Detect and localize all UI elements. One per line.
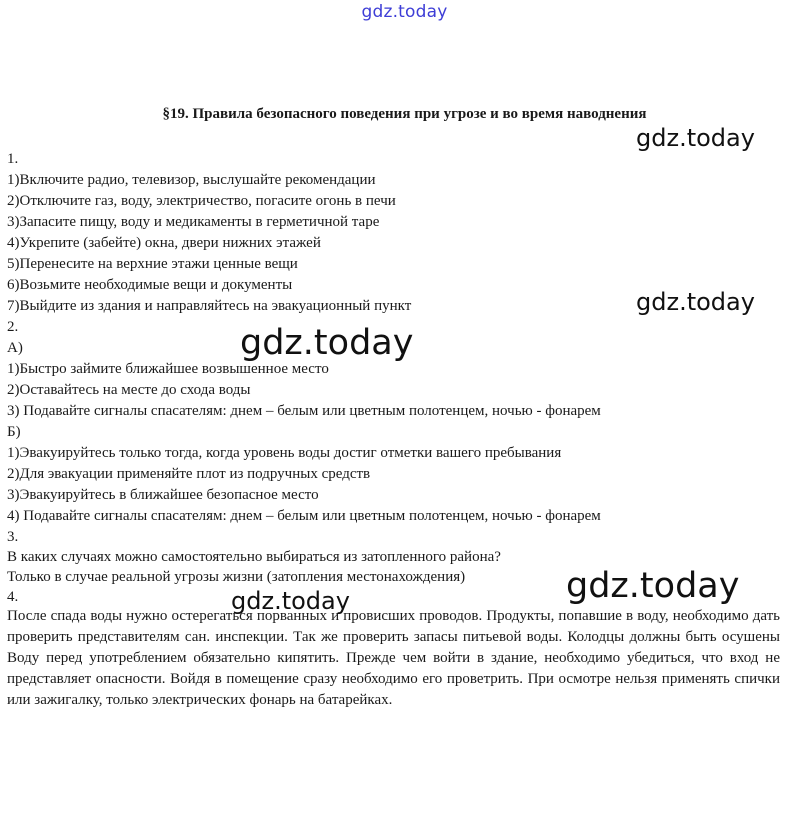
text-line: 4)Укрепите (забейте) окна, двери нижних этажей — [7, 235, 321, 251]
text-line: 1. — [7, 151, 19, 167]
text-line: 2)Для эвакуации применяйте плот из подручных средств — [7, 466, 371, 482]
text-line: 3) Подавайте сигналы спасателям: днем – белым или цветным полотенцем, ночью - фонарем — [7, 403, 601, 419]
text-line: Только в случае реальной угрозы жизни (затопления местонахождения) — [7, 569, 466, 585]
text-line: 6)Возьмите необходимые вещи и документы — [7, 277, 293, 293]
text-line: 1)Включите радио, телевизор, выслушайте рекомендации — [7, 172, 376, 188]
answer-paragraph: После спада воды нужно остерегаться порванных и провисших проводов. Продукты, попавшие в воду, необходимо дать проверить представителям сан. инспекции. Так же проверить запасы питьевой воды. Колодцы должны быть осушены Воду перед употреблением обязательно кипятить. Прежде чем войти в здание, необходимо убедиться, что вход не представляет опасности. Войдя в помещение сразу необходимо его проветрить. При осмотре нельзя применять спички или зажигалку, только электрических фонарь на батарейках. — [7, 608, 780, 708]
text-line: В каких случаях можно самостоятельно выбираться из затопленного района? — [7, 549, 501, 565]
text-line: 2. — [7, 319, 19, 335]
watermark: gdz.today — [240, 323, 414, 363]
watermark: gdz.today — [231, 587, 350, 615]
text-line: 2)Оставайтесь на месте до схода воды — [7, 382, 251, 398]
text-line: 7)Выйдите из здания и направляйтесь на эвакуационный пункт — [7, 298, 412, 314]
text-line: 5)Перенесите на верхние этажи ценные вещи — [7, 256, 298, 272]
text-line: Б) — [7, 424, 21, 440]
watermark: gdz.today — [636, 288, 755, 316]
text-line: 3. — [7, 529, 19, 545]
watermark: gdz.today — [636, 124, 755, 152]
text-line: 3)Запасите пищу, воду и медикаменты в герметичной таре — [7, 214, 380, 230]
text-line: 2)Отключите газ, воду, электричество, погасите огонь в печи — [7, 193, 396, 209]
site-header-logo[interactable]: gdz.today — [361, 2, 448, 22]
text-line: 3)Эвакуируйтесь в ближайшее безопасное место — [7, 487, 319, 503]
text-line: 1)Быстро займите ближайшее возвышенное место — [7, 361, 329, 377]
section-title: §19. Правила безопасного поведения при угрозе и во время наводнения — [162, 106, 647, 122]
text-line: 4) Подавайте сигналы спасателям: днем – белым или цветным полотенцем, ночью - фонарем — [7, 508, 601, 524]
text-line: 1)Эвакуируйтесь только тогда, когда уровень воды достиг отметки вашего пребывания — [7, 445, 562, 461]
text-line: А) — [7, 340, 23, 356]
watermark: gdz.today — [566, 566, 740, 606]
text-line: 4. — [7, 589, 19, 605]
